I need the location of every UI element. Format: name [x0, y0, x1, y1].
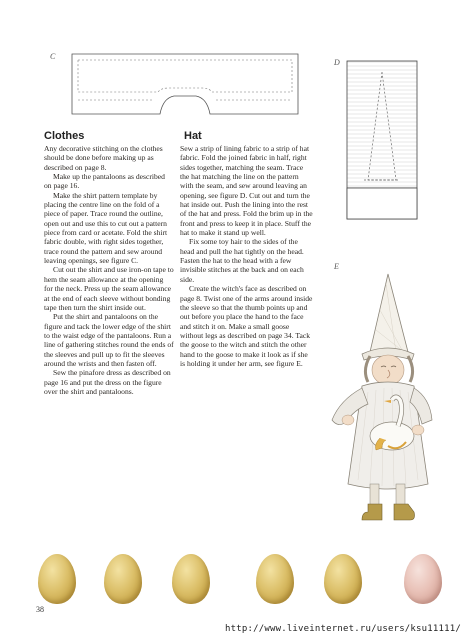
clothes-paragraph: Make the shirt pattern template by placing the centre line on the fold of a piece of paper. Trace round the outline, open out and use this to cut out a pattern piece from card or acetate. Fold the shirt fabric double, with right sides together, trace round the pattern and sew around leaving openings, see figure C. — [44, 190, 168, 266]
hat-instructions — [180, 144, 314, 368]
decorative-egg — [256, 554, 294, 604]
page-number: 38 — [36, 605, 44, 614]
hat-paragraph: Create the witch's face as described on page 8. Twist one of the arms around inside the sleeve so that the thumb points up and out before you place the hand to the face and stitch it on. Make a small goose without legs as described on page 34. Tack the goose to the witch and stitch the other hand to the goose to make it look as if she is holding it under her arm, see figure E. — [180, 284, 313, 368]
decorative-egg — [324, 554, 362, 604]
clothes-instructions — [44, 144, 174, 396]
hat-paragraph: Sew a strip of lining fabric to a strip of hat fabric. Fold the joined fabric in half, right sides together, matching the seam. Trace the hat matching the line on the pattern with the seam, and sew around leaving an opening, see figure D. Cut out and turn the hat inside out. Push the lining into the rest of the hat and press. Fold the brim up in the front and press to keep it in place. Stuff the hat to make it stand up well. — [180, 144, 313, 238]
figure-e-witch-doll-illustration — [318, 270, 458, 530]
clothes-heading: Clothes — [44, 130, 85, 142]
clothes-paragraph: Make up the pantaloons as described on page 16. — [44, 172, 165, 191]
figure-c-shirt-pattern — [70, 52, 300, 116]
clothes-paragraph: Cut out the shirt and use iron-on tape to hem the seam allowance at the opening for the neck. Press up the seam allowance at the end of each sleeve without bonding tape then turn the shirt inside out. — [44, 265, 174, 312]
decorative-egg-pink — [404, 554, 442, 604]
figure-e-label: E — [334, 262, 339, 271]
hat-paragraph: Fix some toy hair to the sides of the head and pull the hat tightly on the head. Fasten the hat to the head with a few invisible stitches at the back and on each side. — [180, 237, 304, 284]
decorative-egg — [104, 554, 142, 604]
decorative-egg — [172, 554, 210, 604]
clothes-paragraph: Put the shirt and pantaloons on the figure and tack the lower edge of the shirt to the waist edge of the pantaloons. Run a line of gathering stitches round the ends of the sleeves and pull up to fit the sleeves around the wrists and then fasten off. — [44, 312, 174, 368]
clothes-paragraph: Sew the pinafore dress as described on page 16 and put the dress on the figure over the shirt and pantaloons. — [44, 368, 171, 396]
figure-c-label: C — [50, 52, 56, 61]
decorative-egg — [38, 554, 76, 604]
figure-d-hat-pattern — [346, 60, 418, 220]
figure-d-label: D — [334, 58, 340, 67]
clothes-paragraph: Any decorative stitching on the clothes should be done before making up as described on page 8. — [44, 144, 163, 172]
hat-heading: Hat — [184, 130, 202, 142]
source-watermark-url[interactable]: http://www.liveinternet.ru/users/ksu11111/ — [225, 624, 461, 634]
